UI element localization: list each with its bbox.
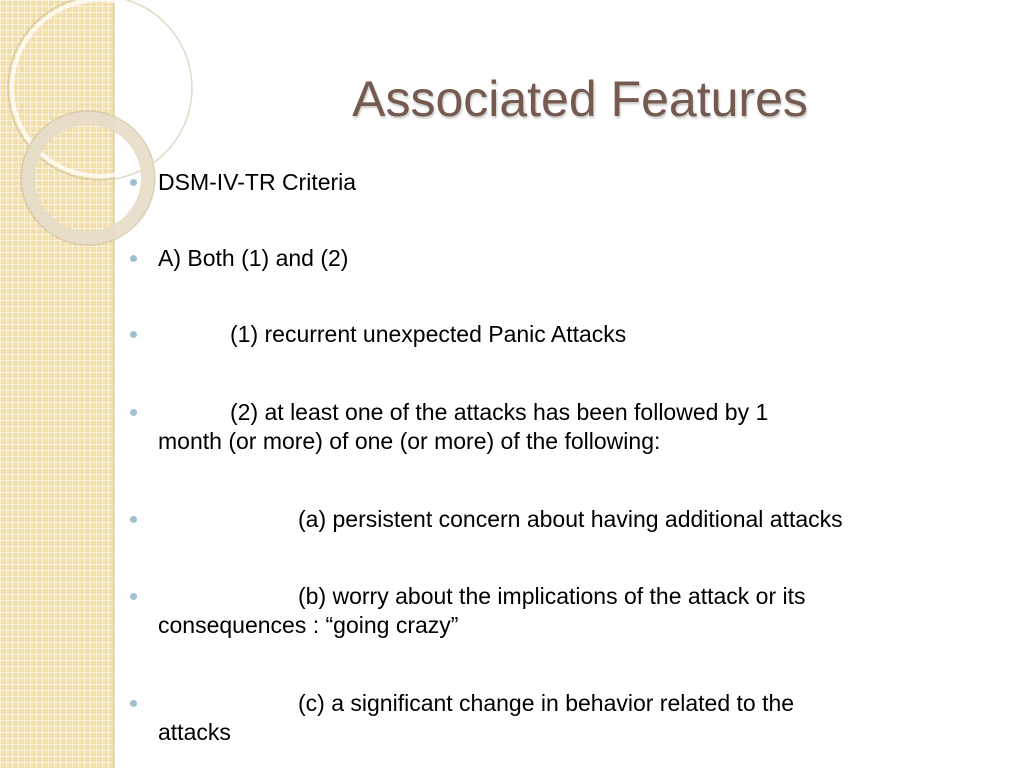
slide-title: Associated Features	[352, 71, 808, 127]
bullet-text-line2: attacks	[158, 719, 231, 745]
bullet-text: DSM-IV-TR Criteria	[158, 169, 357, 195]
bullet-dot-icon	[130, 516, 137, 523]
bullet-item-1	[158, 320, 988, 349]
bullet-text-line2: month (or more) of one (or more) of the following:	[158, 428, 661, 454]
bullet-dot-icon	[130, 593, 137, 600]
bullet-item-criteria	[158, 168, 988, 197]
bullet-text: A) Both (1) and (2)	[158, 245, 349, 271]
bullet-dot-icon	[130, 700, 137, 707]
bullet-item-a-sub	[158, 505, 988, 534]
bullet-text: (a) persistent concern about having additional attacks	[298, 506, 843, 532]
bullet-item-c-sub	[158, 689, 988, 747]
bullet-text-line2: consequences : “going crazy”	[158, 612, 459, 638]
bullet-text: (1) recurrent unexpected Panic Attacks	[230, 321, 627, 347]
bullet-item-a	[158, 244, 988, 273]
bullet-text-line1: (b) worry about the implications of the attack or its	[298, 583, 806, 609]
bullet-dot-icon	[130, 179, 137, 186]
bullet-text-line1: (c) a significant change in behavior related to the	[298, 690, 795, 716]
bullet-item-2	[158, 398, 988, 456]
bullet-item-b-sub	[158, 582, 988, 640]
bullet-dot-icon	[130, 255, 137, 262]
bullet-dot-icon	[130, 331, 137, 338]
bullet-text-line1: (2) at least one of the attacks has been followed by 1	[230, 399, 769, 425]
bullet-dot-icon	[130, 409, 137, 416]
